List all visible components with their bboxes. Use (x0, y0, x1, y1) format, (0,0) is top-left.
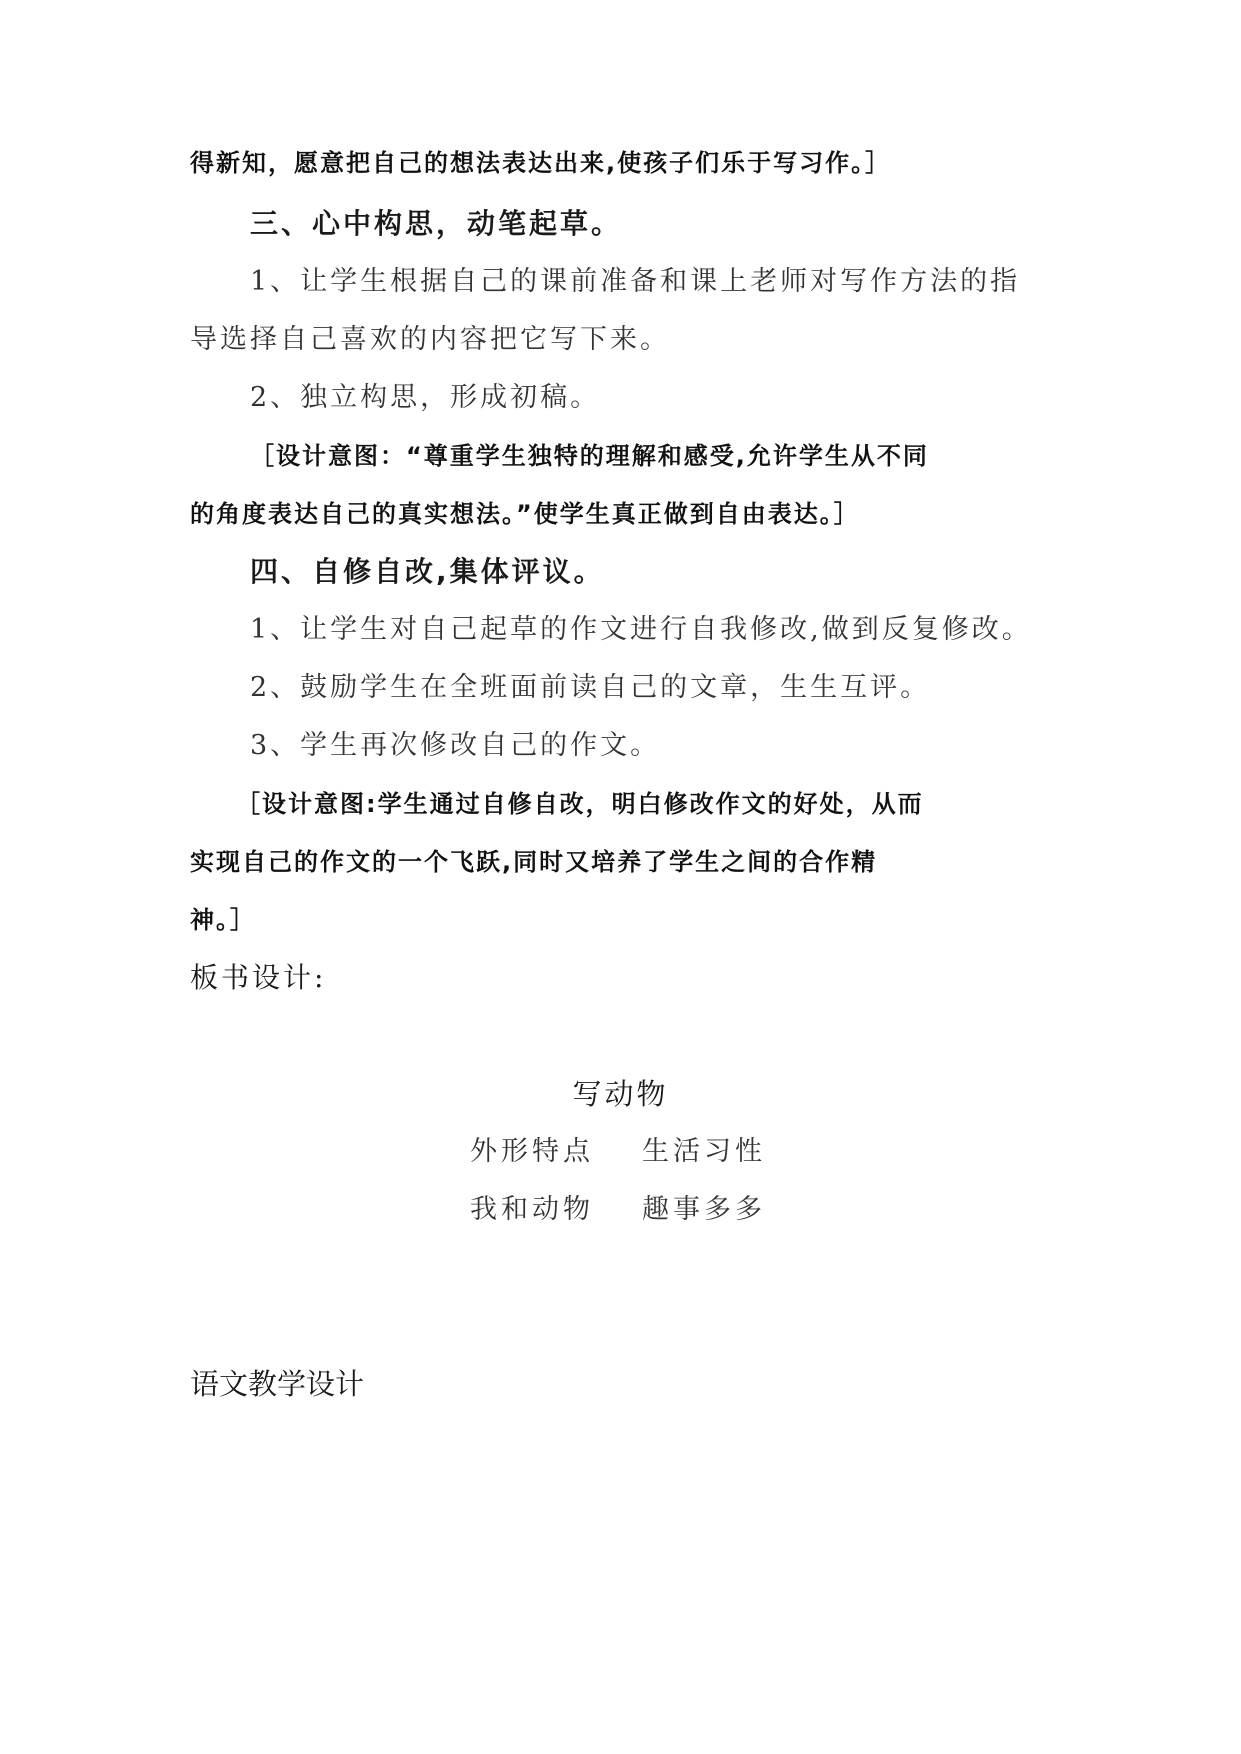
board-item-fun-stories: 趣事多多 (642, 1194, 766, 1225)
section-three-item1-line2: 导选择自己喜欢的内容把它写下来。 (190, 324, 670, 355)
section-four-item3: 3、学生再次修改自己的作文。 (250, 730, 661, 761)
section-four-heading: 四、自修自改,集体评议。 (250, 555, 605, 588)
section-three-intent-line2: 的角度表达自己的真实想法。”使学生真正做到自由表达。］ (190, 500, 860, 528)
board-row-2 (470, 1190, 890, 1230)
board-item-habits: 生活习性 (642, 1136, 766, 1167)
design-intent-tail: 得新知，愿意把自己的想法表达出来,使孩子们乐于写习作。］ (190, 149, 892, 177)
board-row-1 (470, 1132, 890, 1172)
board-design-label: 板书设计: (190, 961, 327, 994)
section-three-intent-line1: ［设计意图：“尊重学生独特的理解和感受,允许学生从不同 (250, 442, 929, 470)
board-item-me-and-animals: 我和动物 (470, 1194, 594, 1225)
section-three-item1-line1: 1、让学生根据自己的课前准备和课上老师对写作方法的指 (250, 266, 1021, 297)
section-four-intent-line2: 实现自己的作文的一个飞跃,同时又培养了学生之间的合作精 (190, 848, 878, 876)
section-three-item2: 2、独立构思，形成初稿。 (250, 382, 601, 413)
board-title: 写动物 (572, 1077, 669, 1111)
section-three-heading: 三、心中构思，动笔起草。 (250, 207, 623, 240)
section-four-intent-line3: 神。］ (190, 906, 256, 934)
section-four-intent-line1: ［设计意图:学生通过自修自改，明白修改作文的好处，从而 (236, 790, 924, 818)
section-four-item1: 1、让学生对自己起草的作文进行自我修改,做到反复修改。 (250, 614, 1032, 645)
section-four-item2: 2、鼓励学生在全班面前读自己的文章，生生互评。 (250, 672, 931, 703)
footer-title: 语文教学设计 (190, 1367, 365, 1401)
board-item-appearance: 外形特点 (470, 1136, 594, 1167)
